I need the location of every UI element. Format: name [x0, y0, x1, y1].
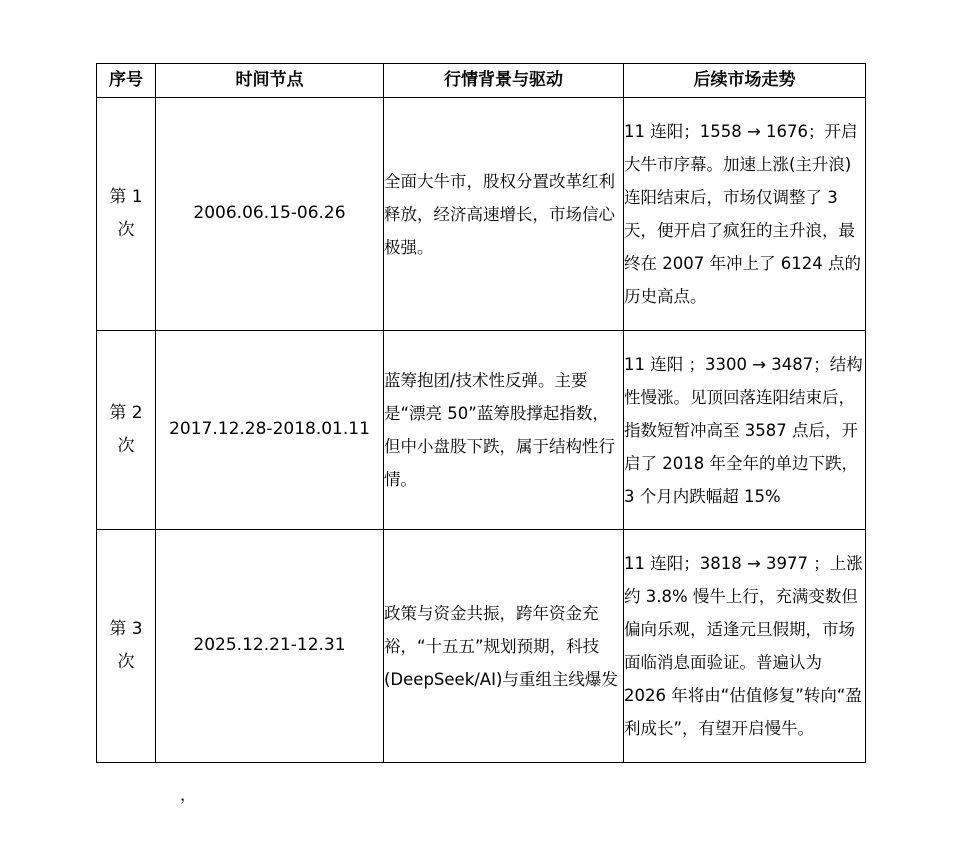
- market-comparison-table: [96, 63, 866, 763]
- footnote-mark: ，: [180, 785, 197, 804]
- time-cell: 2025.12.21-12.31: [156, 530, 384, 763]
- trend-cell: 11 连阳；3818 → 3977 ；上涨约 3.8% 慢牛上行，充满变数但偏向乐观，适逢元旦假期，市场面临消息面验证。普遍认为 2026 年将由“估值修复”转向“盈利成长”，有望开启慢牛。: [624, 530, 866, 763]
- seq-text: 第 2 次: [109, 403, 143, 456]
- header-time: 时间节点: [156, 64, 384, 98]
- table-row: [97, 530, 866, 763]
- background-cell: 政策与资金共振，跨年资金充裕，“十五五”规划预期，科技(DeepSeek/AI)与重组主线爆发: [384, 530, 624, 763]
- header-trend: 后续市场走势: [624, 64, 866, 98]
- time-cell: 2017.12.28-2018.01.11: [156, 331, 384, 530]
- seq-cell: [97, 331, 156, 530]
- header-background: 行情背景与驱动: [384, 64, 624, 98]
- seq-cell: [97, 530, 156, 763]
- seq-text: 第 3 次: [109, 619, 143, 672]
- background-cell: 蓝筹抱团/技术性反弹。主要是“漂亮 50”蓝筹股撑起指数，但中小盘股下跌，属于结构性行情。: [384, 331, 624, 530]
- table-row: [97, 331, 866, 530]
- trend-cell: 11 连阳；1558 → 1676；开启大牛市序幕。加速上涨(主升浪)连阳结束后，市场仅调整了 3 天，便开启了疯狂的主升浪，最终在 2007 年冲上了 6124 点的历史高点。: [624, 98, 866, 331]
- seq-text: 第 1 次: [109, 187, 143, 240]
- time-cell: 2006.06.15-06.26: [156, 98, 384, 331]
- table-row: [97, 98, 866, 331]
- seq-cell: [97, 98, 156, 331]
- table-header-row: [97, 64, 866, 98]
- header-seq: 序号: [97, 64, 156, 98]
- trend-cell: 11 连阳 ；3300 → 3487；结构性慢涨。见顶回落连阳结束后，指数短暂冲高至 3587 点后，开启了 2018 年全年的单边下跌，3 个月内跌幅超 15%: [624, 331, 866, 530]
- background-cell: 全面大牛市，股权分置改革红利释放，经济高速增长，市场信心极强。: [384, 98, 624, 331]
